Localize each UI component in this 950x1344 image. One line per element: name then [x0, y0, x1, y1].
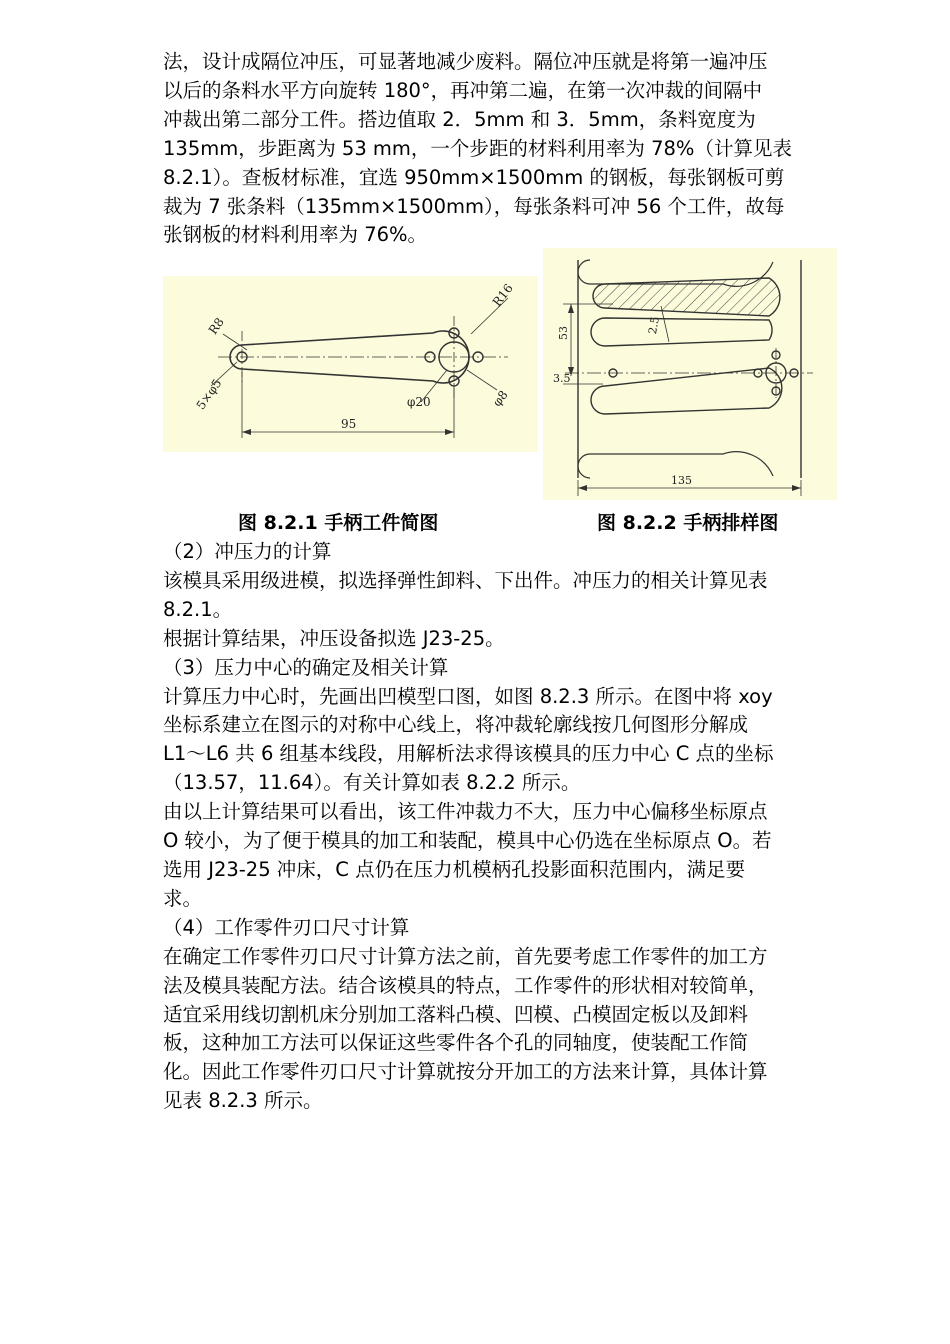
body-text-bottom — [163, 538, 863, 1116]
text-line: L1～L6 共 6 组基本线段，用解析法求得该模具的压力中心 C 点的坐标 — [163, 742, 774, 766]
figure2-caption: 图 8.2.2 手柄排样图 — [597, 512, 779, 534]
section-heading: （3）压力中心的确定及相关计算 — [163, 655, 449, 679]
text-line: 选用 J23-25 冲床，C 点仍在压力机模柄孔投影面积范围内，满足要 — [163, 857, 746, 881]
section-heading: （4）工作零件刃口尺寸计算 — [163, 915, 410, 939]
label-53: 53 — [557, 326, 570, 340]
text-line: 坐标系建立在图示的对称中心线上，将冲裁轮廓线按几何图形分解成 — [163, 713, 749, 737]
label-r16: R16 — [489, 281, 516, 310]
text-line: 求。 — [163, 886, 203, 910]
text-line: 该模具采用级进模，拟选择弹性卸料、下出件。冲压力的相关计算见表 — [163, 568, 768, 592]
label-135: 135 — [671, 474, 692, 487]
text-line: 135mm，步距离为 53 mm，一个步距的材料利用率为 78%（计算见表 — [163, 136, 792, 160]
section-heading: （2）冲压力的计算 — [163, 540, 332, 563]
label-r8: R8 — [205, 315, 227, 337]
text-line: 化。因此工作零件刃口尺寸计算就按分开加工的方法来计算，具体计算 — [163, 1060, 768, 1084]
text-line: 根据计算结果，冲压设备拟选 J23-25。 — [163, 626, 505, 650]
text-line: 张钢板的材料利用率为 76%。 — [163, 223, 428, 247]
text-line: O 较小，为了便于模具的加工和装配，模具中心仍选在坐标原点 O。若 — [163, 829, 772, 853]
label-5xphi5: 5×φ5 — [193, 376, 225, 413]
label-phi20: φ20 — [407, 395, 431, 409]
text-line: 适宜采用线切割机床分别加工落料凸模、凹模、凸模固定板以及卸料 — [163, 1002, 749, 1026]
handle-part-drawing — [163, 276, 538, 452]
label-3-5: 3.5 — [553, 372, 571, 385]
text-line: （13.57，11.64）。有关计算如表 8.2.2 所示。 — [163, 771, 581, 795]
text-line: 见表 8.2.3 所示。 — [163, 1089, 323, 1113]
text-line: 计算压力中心时，先画出凹模型口图，如图 8.2.3 所示。在图中将 xoy — [163, 684, 773, 708]
text-line: 在确定工作零件刃口尺寸计算方法之前，首先要考虑工作零件的加工方 — [163, 944, 768, 968]
text-line: 以后的条料水平方向旋转 180°，再冲第二遍，在第一次冲裁的间隔中 — [163, 78, 763, 102]
label-2-5: 2.5 — [646, 315, 662, 336]
label-phi8: φ8 — [489, 387, 511, 410]
text-line: 冲裁出第二部分工件。搭边值取 2．5mm 和 3．5mm，条料宽度为 — [163, 107, 756, 131]
text-line: 板，这种加工方法可以保证这些零件各个孔的同轴度，使装配工作简 — [163, 1031, 749, 1055]
label-95: 95 — [341, 417, 357, 431]
text-line: 由以上计算结果可以看出，该工件冲裁力不大，压力中心偏移坐标原点 — [163, 800, 768, 824]
handle-layout-svg — [543, 248, 837, 500]
body-text-top — [163, 48, 863, 250]
text-line: 8.2.1）。查板材标准，宜选 950mm×1500mm 的钢板，每张钢板可剪 — [163, 165, 785, 189]
handle-part-svg — [163, 276, 538, 452]
text-line: 法及模具装配方法。结合该模具的特点，工作零件的形状相对较简单， — [163, 973, 768, 997]
handle-layout-drawing — [543, 248, 837, 500]
text-line: 8.2.1。 — [163, 597, 233, 621]
figure1-caption: 图 8.2.1 手柄工件简图 — [238, 512, 439, 534]
text-line: 裁为 7 张条料（135mm×1500mm），每张条料可冲 56 个工件，故每 — [163, 194, 785, 218]
text-line: 法，设计成隔位冲压，可显著地减少废料。隔位冲压就是将第一遍冲压 — [163, 50, 768, 73]
